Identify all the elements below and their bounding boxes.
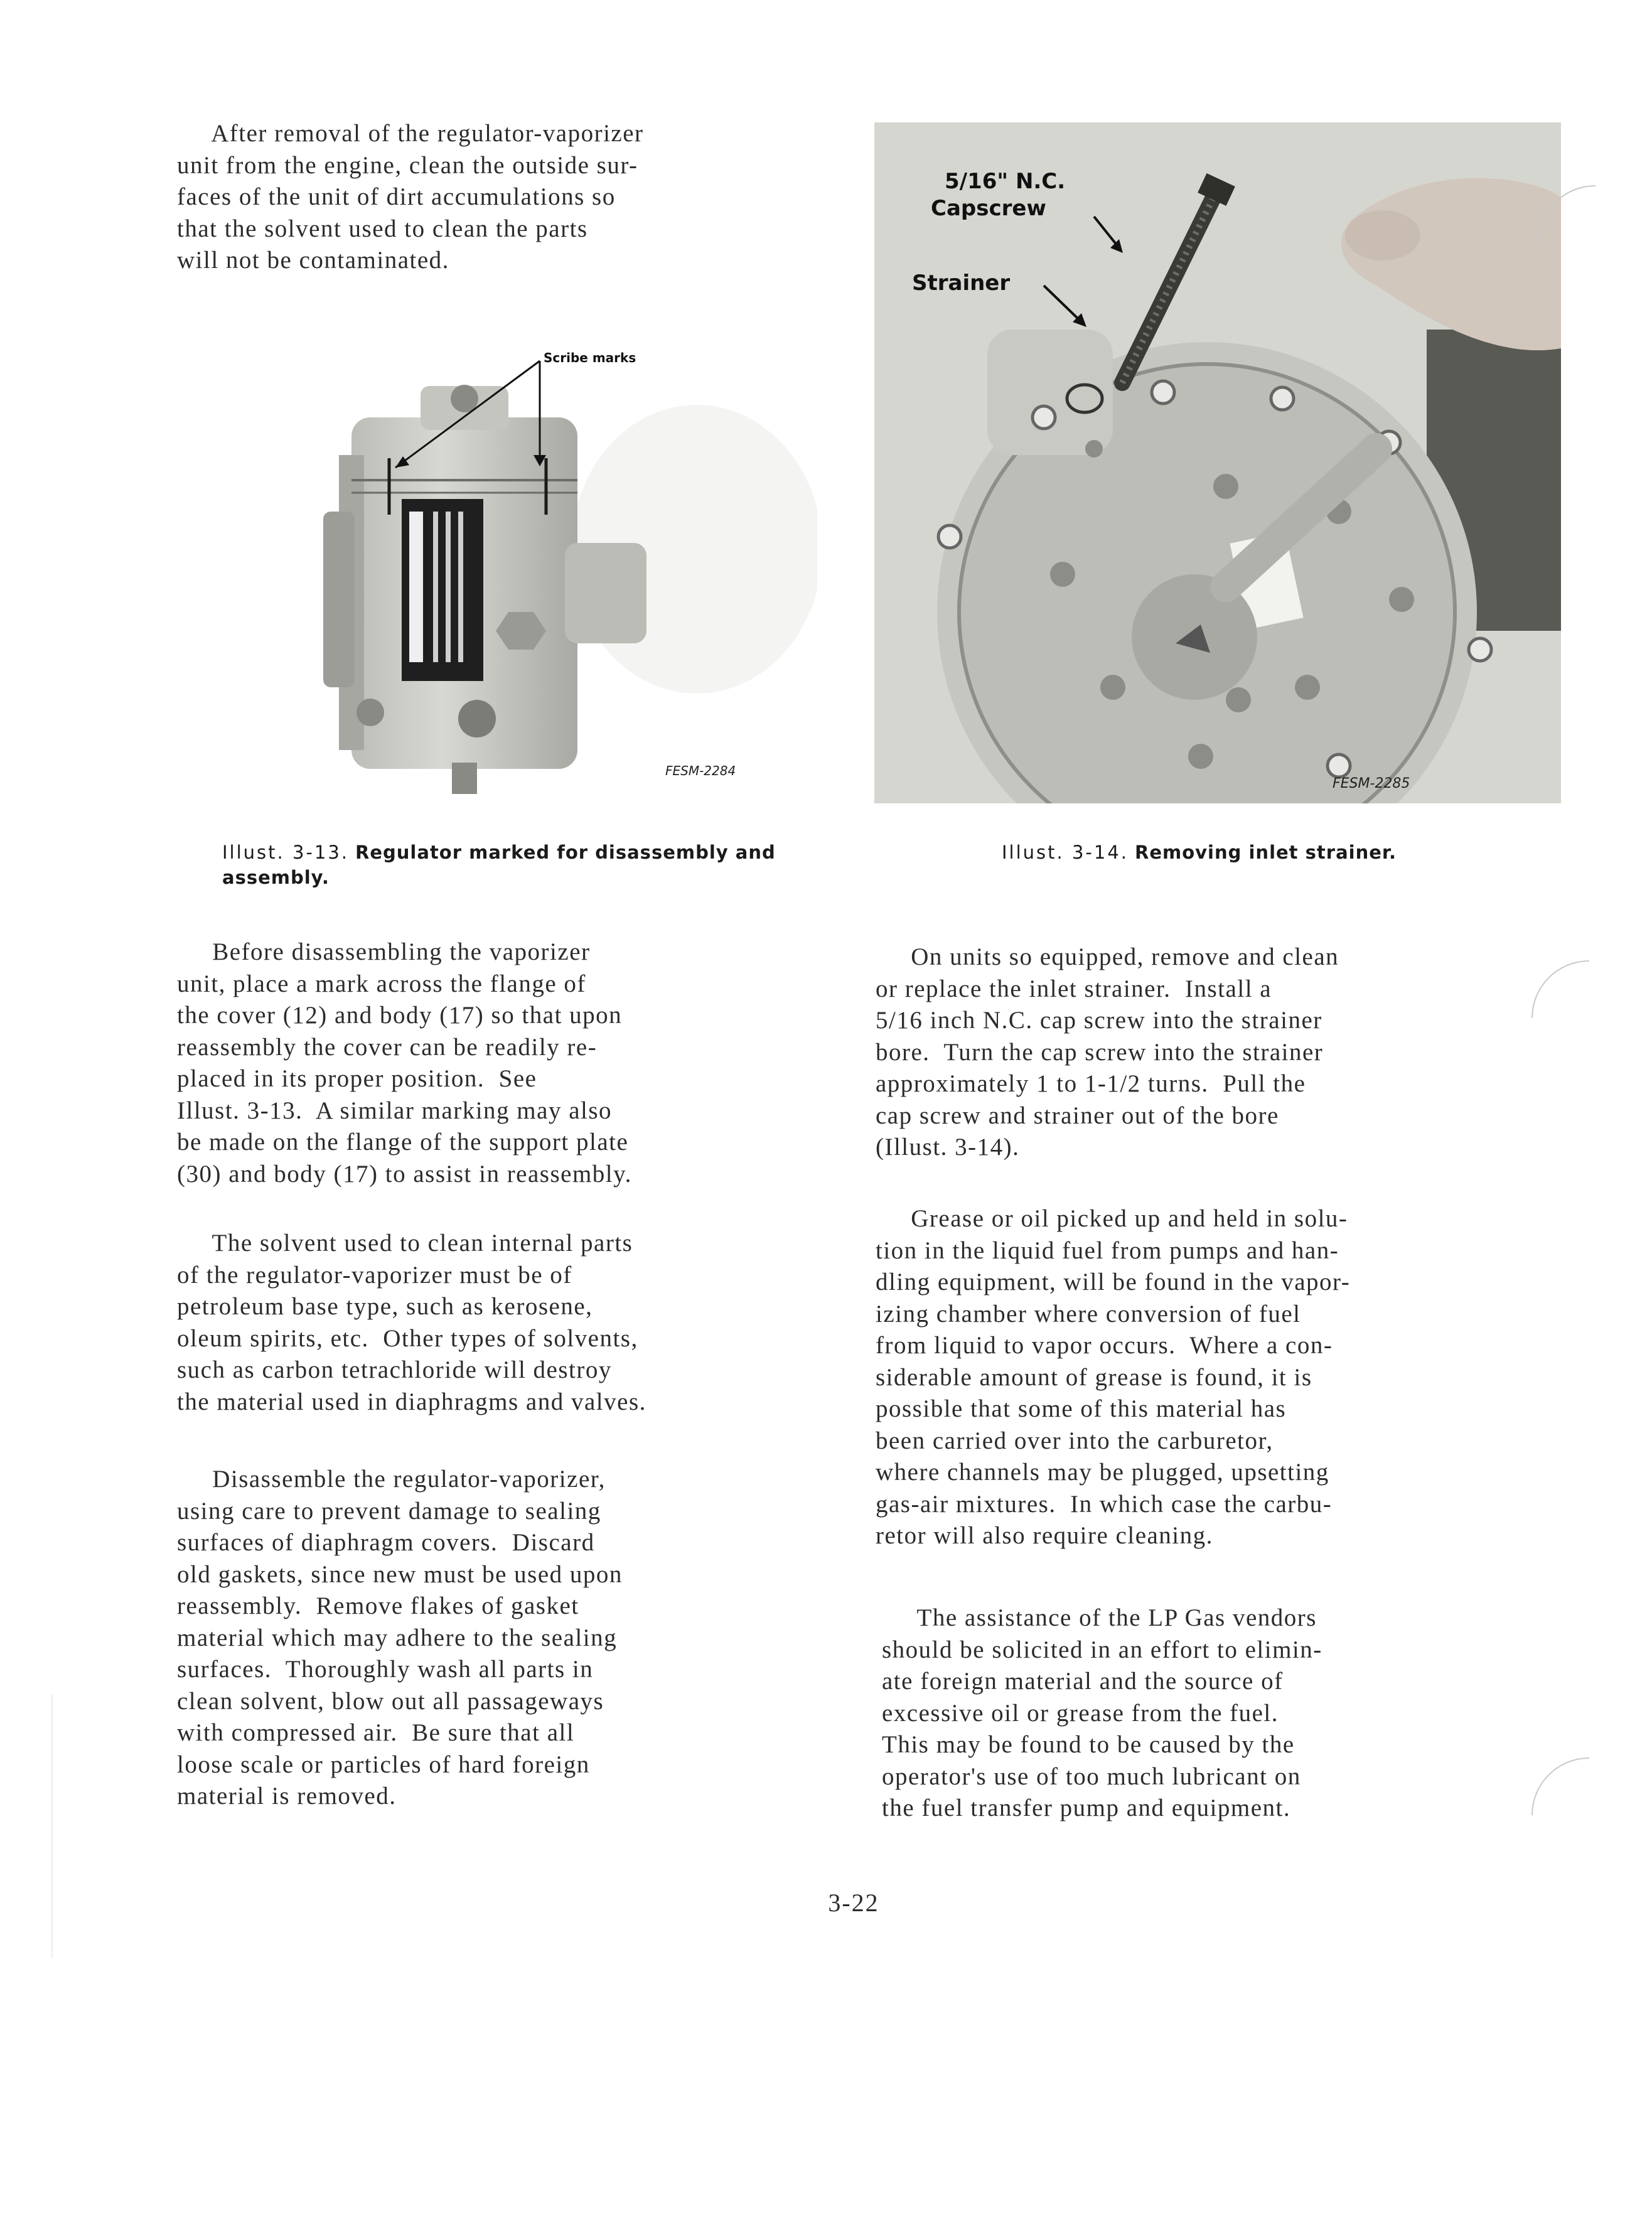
caption-illust-3-14	[1002, 840, 1397, 865]
paragraph-disassemble: Disassemble the regulator-vaporizer, using care to prevent damage to sealing surfaces of diaphragm covers. Discard old gaskets, since new must be used upon reassembly. Remove flakes of gasket material which may adhere to the sealing surfaces. Thoroughly wash all parts in clean solvent, blow out all passageways with compressed air. Be sure that all loose scale or particles of hard foreign material is removed.	[177, 1466, 623, 1810]
paragraph-solvent: The solvent used to clean internal parts of the regulator-vaporizer must be of petroleum base type, such as kerosene, oleum spirits, etc. Other types of solvents, such as carbon tetrachloride will destroy the material used in diaphragms and valves.	[177, 1230, 646, 1415]
caption-number: Illust. 3-14.	[1002, 842, 1129, 863]
caption-illust-3-13	[222, 840, 776, 890]
regulator-scribe-marks-photo	[182, 323, 817, 803]
inlet-strainer-photo	[874, 122, 1561, 803]
capscrew-label: Capscrew	[931, 196, 1046, 221]
scan-edge-line	[51, 1695, 53, 1958]
caption-text: Regulator marked for disassembly and assembly.	[222, 842, 776, 888]
margin-mark	[1531, 960, 1589, 1018]
page-number: 3-22	[828, 1889, 879, 1917]
figure-code-2284: FESM-2284	[665, 763, 736, 778]
figure-code-2285: FESM-2285	[1333, 776, 1410, 791]
paragraph-lp-gas-vendors: The assistance of the LP Gas vendors should be solicited in an effort to elimin- ate foreign material and the source of excessive oil or grease from the fuel. This may be found to be caused by the operator's use of too much lubricant on the fuel transfer pump and equipment.	[882, 1604, 1322, 1821]
margin-mark	[1531, 1757, 1589, 1815]
paragraph-grease-oil: Grease or oil picked up and held in solu- tion in the liquid fuel from pumps and han- dling equipment, will be found in the vapor- izing chamber where conversion of fuel from liquid to vapor occurs. Where a con- siderable amount of grease is found, it is possible that some of this material has been carried over into the carburetor, where channels may be plugged, upsetting gas-air mixtures. In which case the carbu- retor will also require cleaning.	[876, 1205, 1351, 1549]
paragraph-before-disassembling: Before disassembling the vaporizer unit, place a mark across the flange of the cover (12) and body (17) so that upon reassembly the cover can be readily re- placed in its proper position. See Illust. 3-13. A similar marking may also be made on the flange of the support plate (30) and body (17) to assist in reassembly.	[177, 938, 632, 1188]
caption-text: Removing inlet strainer.	[1135, 842, 1397, 863]
strainer-label: Strainer	[912, 271, 1011, 296]
capscrew-size-label: 5/16" N.C.	[945, 169, 1066, 194]
caption-number: Illust. 3-13.	[222, 842, 349, 863]
paragraph-removal-cleaning: After removal of the regulator-vaporizer unit from the engine, clean the outside sur- faces of the unit of dirt accumulations so that the solvent used to clean the parts will not be contaminated.	[177, 120, 644, 274]
paragraph-inlet-strainer: On units so equipped, remove and clean or replace the inlet strainer. Install a 5/16 inch N.C. cap screw into the strainer bore. Turn the cap screw into the strainer approximately 1 to 1-1/2 turns. Pull the cap screw and strainer out of the bore (Illust. 3-14).	[876, 943, 1339, 1161]
scribe-marks-label: Scribe marks	[544, 350, 636, 365]
